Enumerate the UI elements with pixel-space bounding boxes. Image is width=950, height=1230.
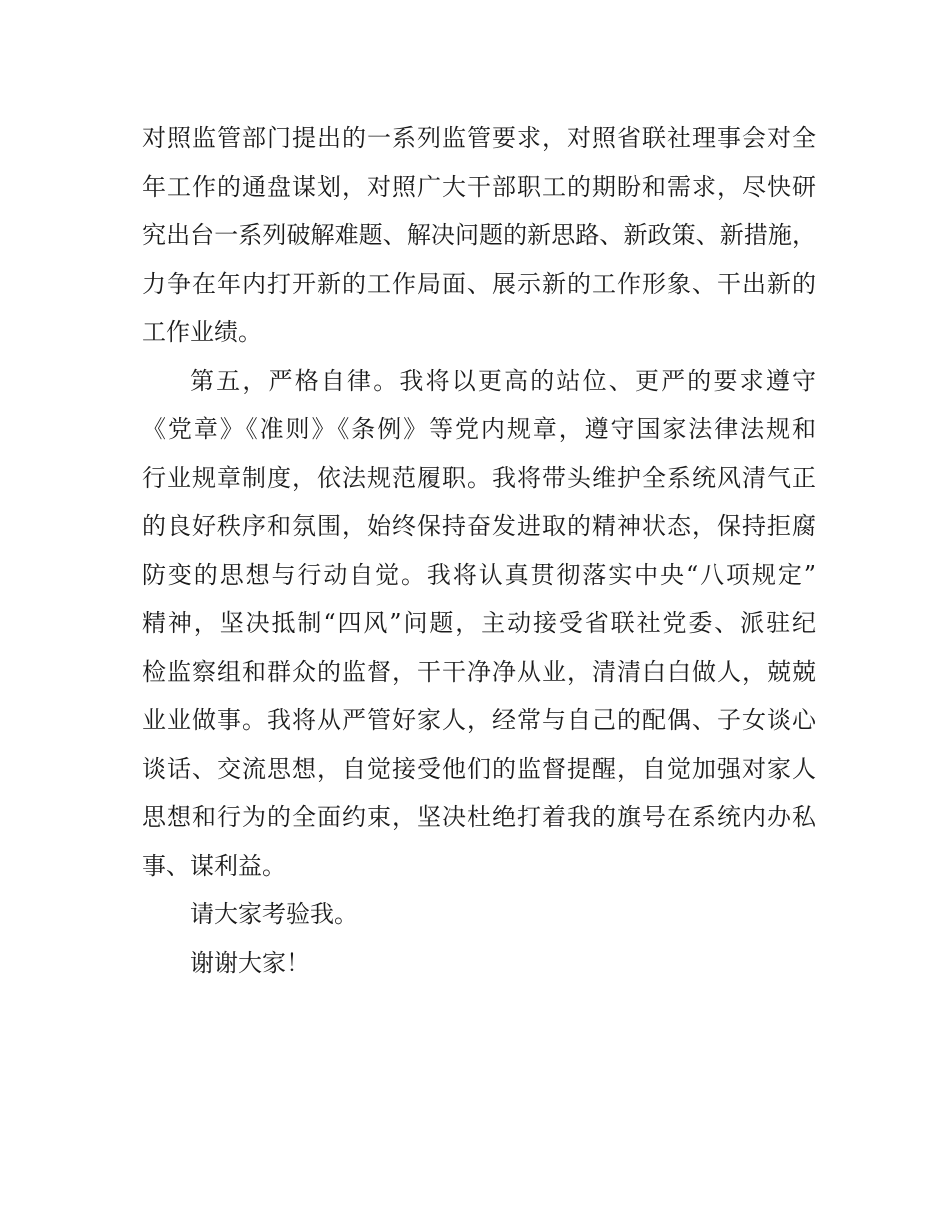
text-line: 思想和行为的全面约束，坚决杜绝打着我的旗号在系统内办私 [142,803,816,831]
text-line: 检监察组和群众的监督，干干净净从业，清清白白做人，兢兢 [142,657,816,686]
text-line: 年工作的通盘谋划，对照广大干部职工的期盼和需求，尽快研 [142,172,816,201]
text-line: 谢谢大家！ [190,948,310,977]
text-line: 对照监管部门提出的一系列监管要求，对照省联社理事会对全 [142,124,816,152]
paragraph-thanks [142,939,816,988]
text-line: 的良好秩序和氛围，始终保持奋发进取的精神状态，保持拒腐 [142,512,816,540]
text-line: 第五，严格自律。我将以更高的站位、更严的要求遵守 [190,366,816,395]
text-line: 业业做事。我将从严管好家人，经常与自己的配偶、子女谈心 [142,706,816,734]
text-line: 精神，坚决抵制“四风”问题，主动接受省联社党委、派驻纪 [142,609,816,637]
text-line: 事、谋利益。 [142,851,286,880]
paragraph-self-discipline [142,357,816,891]
text-line: 《党章》《准则》《条例》等党内规章，遵守国家法律法规和 [142,415,816,443]
document-body [142,114,816,987]
text-line: 谈话、交流思想，自觉接受他们的监督提醒，自觉加强对家人 [142,754,816,783]
paragraph-closing-request [142,890,816,939]
text-line: 究出台一系列破解难题、解决问题的新思路、新政策、新措施， [142,221,816,249]
text-line: 工作业绩。 [142,318,262,346]
text-line: 防变的思想与行动自觉。我将认真贯彻落实中央“八项规定” [142,560,816,589]
text-line: 行业规章制度，依法规范履职。我将带头维护全系统风清气正 [142,463,816,492]
text-line: 请大家考验我。 [190,900,358,928]
paragraph-work-plan [142,114,816,357]
text-line: 力争在年内打开新的工作局面、展示新的工作形象、干出新的 [142,269,816,298]
